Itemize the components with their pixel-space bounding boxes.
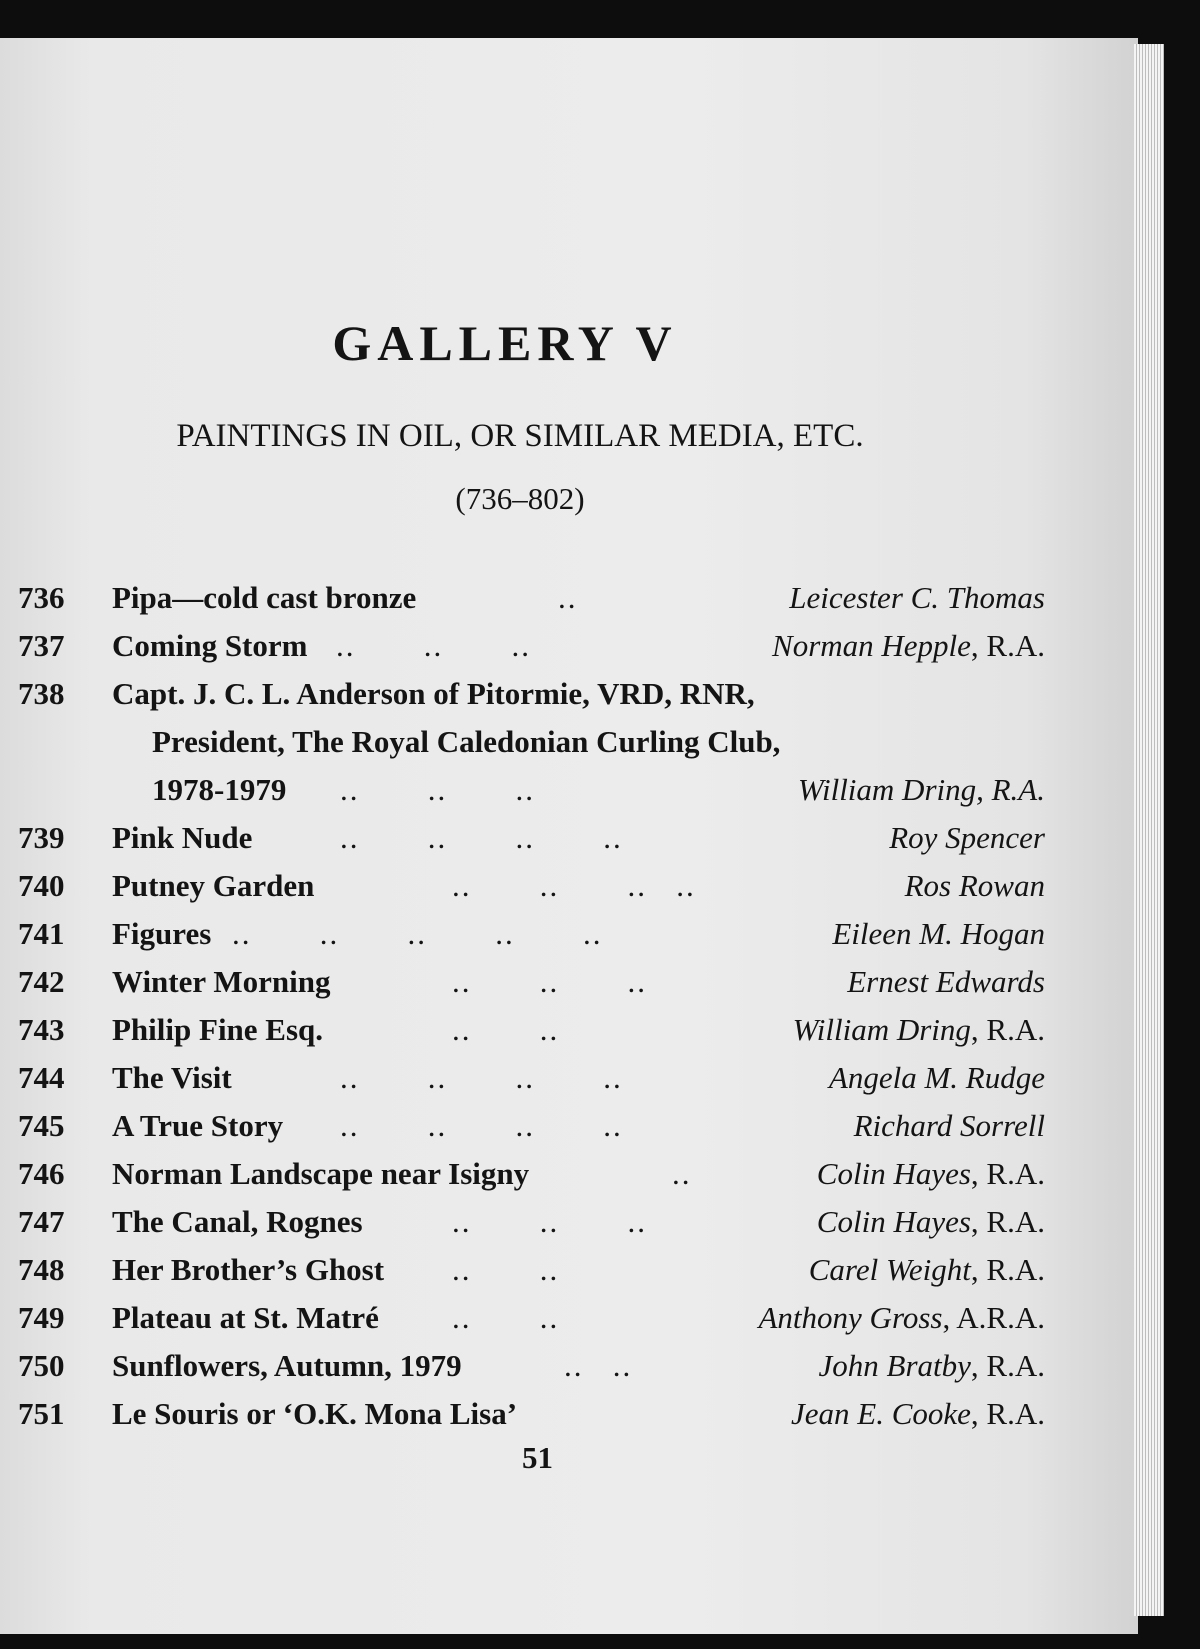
entry-row <box>0 1150 1045 1198</box>
entry-row <box>0 670 1045 718</box>
page-number: 51 <box>522 1440 553 1475</box>
entry-number: 751 <box>18 1396 65 1431</box>
entry-row-continuation <box>0 718 1045 766</box>
catalogue-page <box>0 38 1138 1634</box>
entry-artist: Colin Hayes, R.A. <box>816 1156 1045 1191</box>
entry-row <box>0 910 1045 958</box>
entry-artist: Leicester C. Thomas <box>789 580 1045 615</box>
gallery-subtitle: PAINTINGS IN OIL, OR SIMILAR MEDIA, ETC. <box>176 418 864 454</box>
entry-artist: William Dring, R.A. <box>797 772 1045 807</box>
leader-dots: .. <box>558 580 578 615</box>
entry-row <box>0 1390 1045 1438</box>
entry-artist: Norman Hepple, R.A. <box>772 628 1045 663</box>
entry-row <box>0 1102 1045 1150</box>
entry-row <box>0 1294 1045 1342</box>
catalogue-range: (736–802) <box>455 481 585 516</box>
entry-artist: John Bratby, R.A. <box>818 1348 1045 1383</box>
leader-dots: .. .. .. <box>336 628 531 663</box>
leader-dots: .. .. .. .. <box>452 868 696 903</box>
leader-dots: .. .. .. .. <box>340 1060 623 1095</box>
entry-number: 739 <box>18 820 65 855</box>
entry-artist: Roy Spencer <box>889 820 1045 855</box>
entry-title: Pink Nude <box>112 820 253 855</box>
entry-row <box>0 1054 1045 1102</box>
entry-row <box>0 1246 1045 1294</box>
entry-number: 742 <box>18 964 65 999</box>
entry-row <box>0 958 1045 1006</box>
leader-dots: .. .. .. .. .. <box>232 916 603 951</box>
entry-title: Plateau at St. Matré <box>112 1300 379 1335</box>
entry-number: 744 <box>18 1060 65 1095</box>
gallery-title: GALLERY V <box>332 315 678 371</box>
entry-title: The Visit <box>112 1060 232 1095</box>
entry-number: 740 <box>18 868 65 903</box>
entry-title-line2: President, The Royal Caledonian Curling Club, <box>152 724 781 759</box>
entry-number: 748 <box>18 1252 65 1287</box>
leader-dots: .. .. <box>452 1252 560 1287</box>
leader-dots: .. .. <box>452 1300 560 1335</box>
entry-number: 750 <box>18 1348 65 1383</box>
entry-number: 747 <box>18 1204 65 1239</box>
entry-number: 741 <box>18 916 65 951</box>
entry-number: 745 <box>18 1108 65 1143</box>
entry-title: Norman Landscape near Isigny <box>112 1156 530 1191</box>
entry-title: Le Souris or ‘O.K. Mona Lisa’ <box>112 1396 518 1431</box>
entry-title: Capt. J. C. L. Anderson of Pitormie, VRD, RNR, <box>112 676 755 711</box>
entry-number: 738 <box>18 676 65 711</box>
entry-row <box>0 1198 1045 1246</box>
entry-artist: Colin Hayes, R.A. <box>816 1204 1045 1239</box>
leader-dots: .. .. <box>564 1348 633 1383</box>
entry-row <box>0 1342 1045 1390</box>
entry-artist: Ernest Edwards <box>847 964 1045 999</box>
entry-number: 743 <box>18 1012 65 1047</box>
leader-dots: .. .. .. .. <box>340 820 623 855</box>
entry-row-continuation <box>0 766 1045 814</box>
entry-row <box>0 814 1045 862</box>
leader-dots: .. .. .. <box>452 1204 647 1239</box>
entry-number: 736 <box>18 580 65 615</box>
entry-title: Coming Storm <box>112 628 308 663</box>
entry-artist: Anthony Gross, A.R.A. <box>758 1300 1045 1335</box>
page-edge <box>1134 44 1164 1616</box>
entry-artist: Eileen M. Hogan <box>832 916 1045 951</box>
entry-row <box>0 622 1045 670</box>
entry-title: Philip Fine Esq. <box>112 1012 324 1047</box>
leader-dots: .. .. .. <box>452 964 647 999</box>
entry-title: A True Story <box>112 1108 284 1143</box>
entry-artist: Carel Weight, R.A. <box>808 1252 1045 1287</box>
entry-artist: William Dring, R.A. <box>792 1012 1045 1047</box>
entry-row <box>0 1006 1045 1054</box>
entry-title: Winter Morning <box>112 964 331 999</box>
entry-title: Sunflowers, Autumn, 1979 <box>112 1348 462 1383</box>
entry-artist: Jean E. Cooke, R.A. <box>791 1396 1045 1431</box>
leader-dots: .. .. .. .. <box>340 1108 623 1143</box>
entry-number: 737 <box>18 628 65 663</box>
leader-dots: .. .. <box>452 1012 560 1047</box>
entry-artist: Richard Sorrell <box>853 1108 1045 1143</box>
entry-title: Her Brother’s Ghost <box>112 1252 385 1287</box>
entry-title-line3: 1978-1979 <box>152 772 287 807</box>
leader-dots: .. .. .. <box>340 772 535 807</box>
entry-title: The Canal, Rognes <box>112 1204 363 1239</box>
catalogue-entries <box>0 574 1045 1438</box>
entry-number: 749 <box>18 1300 65 1335</box>
entry-title: Putney Garden <box>112 868 315 903</box>
entry-row <box>0 862 1045 910</box>
entry-title: Figures <box>112 916 212 951</box>
leader-dots: .. <box>672 1156 692 1191</box>
entry-number: 746 <box>18 1156 65 1191</box>
entry-title: Pipa—cold cast bronze <box>112 580 417 615</box>
entry-artist: Angela M. Rudge <box>828 1060 1045 1095</box>
entry-row <box>0 574 1045 622</box>
entry-artist: Ros Rowan <box>904 868 1045 903</box>
